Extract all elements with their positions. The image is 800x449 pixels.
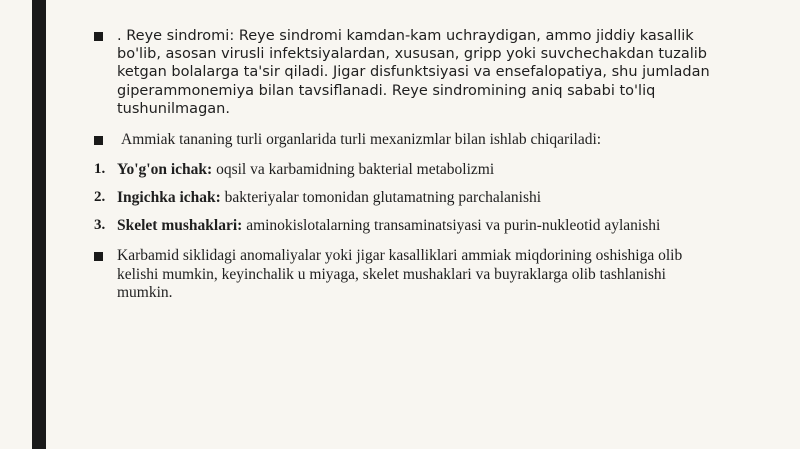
list-text bbox=[117, 161, 717, 180]
list-text bbox=[117, 217, 737, 236]
list-desc: bakteriyalar tomonidan glutamatning parchalanishi bbox=[220, 189, 542, 206]
karbamid-paragraph: Karbamid siklidagi anomaliyalar yoki jigar kasalliklari ammiak miqdorining oshishiga olib kelishi mumkin, keyinchalik u miyaga, skelet mushaklari va buyraklarga olib tashlanishi mumkin. bbox=[117, 247, 683, 301]
list-number: 2. bbox=[94, 189, 106, 205]
list-text bbox=[117, 189, 717, 208]
list-title: Yo'g'on ichak: bbox=[117, 161, 213, 178]
square-bullet-icon bbox=[94, 252, 103, 261]
reye-paragraph: . Reye sindromi: Reye sindromi kamdan-kam uchraydigan, ammo jiddiy kasallik bo'lib, asosan virusli infektsiyalardan, xususan, gripp yoki suvchechakdan tuzalib ketgan bolalarga ta'sir qiladi. Jigar disfunktsiyasi va ensefalopatiya, shu jumladan giperammonemiya bilan tavsiflanadi. Reye sindromining aniq sababi to'liq tushunilmagan. bbox=[117, 28, 710, 117]
square-bullet-icon bbox=[94, 32, 103, 41]
list-number: 3. bbox=[94, 217, 106, 233]
square-bullet-icon bbox=[94, 136, 103, 145]
list-title: Ingichka ichak: bbox=[117, 189, 221, 206]
list-title: Skelet mushaklari: bbox=[117, 217, 243, 234]
list-desc: oqsil va karbamidning bakterial metabolizmi bbox=[212, 161, 495, 178]
ammiak-intro: Ammiak tananing turli organlarida turli mexanizmlar bilan ishlab chiqariladi: bbox=[121, 131, 602, 148]
list-desc: aminokislotalarning transaminatsiyasi va purin-nukleotid aylanishi bbox=[242, 217, 661, 234]
list-number: 1. bbox=[94, 161, 106, 177]
